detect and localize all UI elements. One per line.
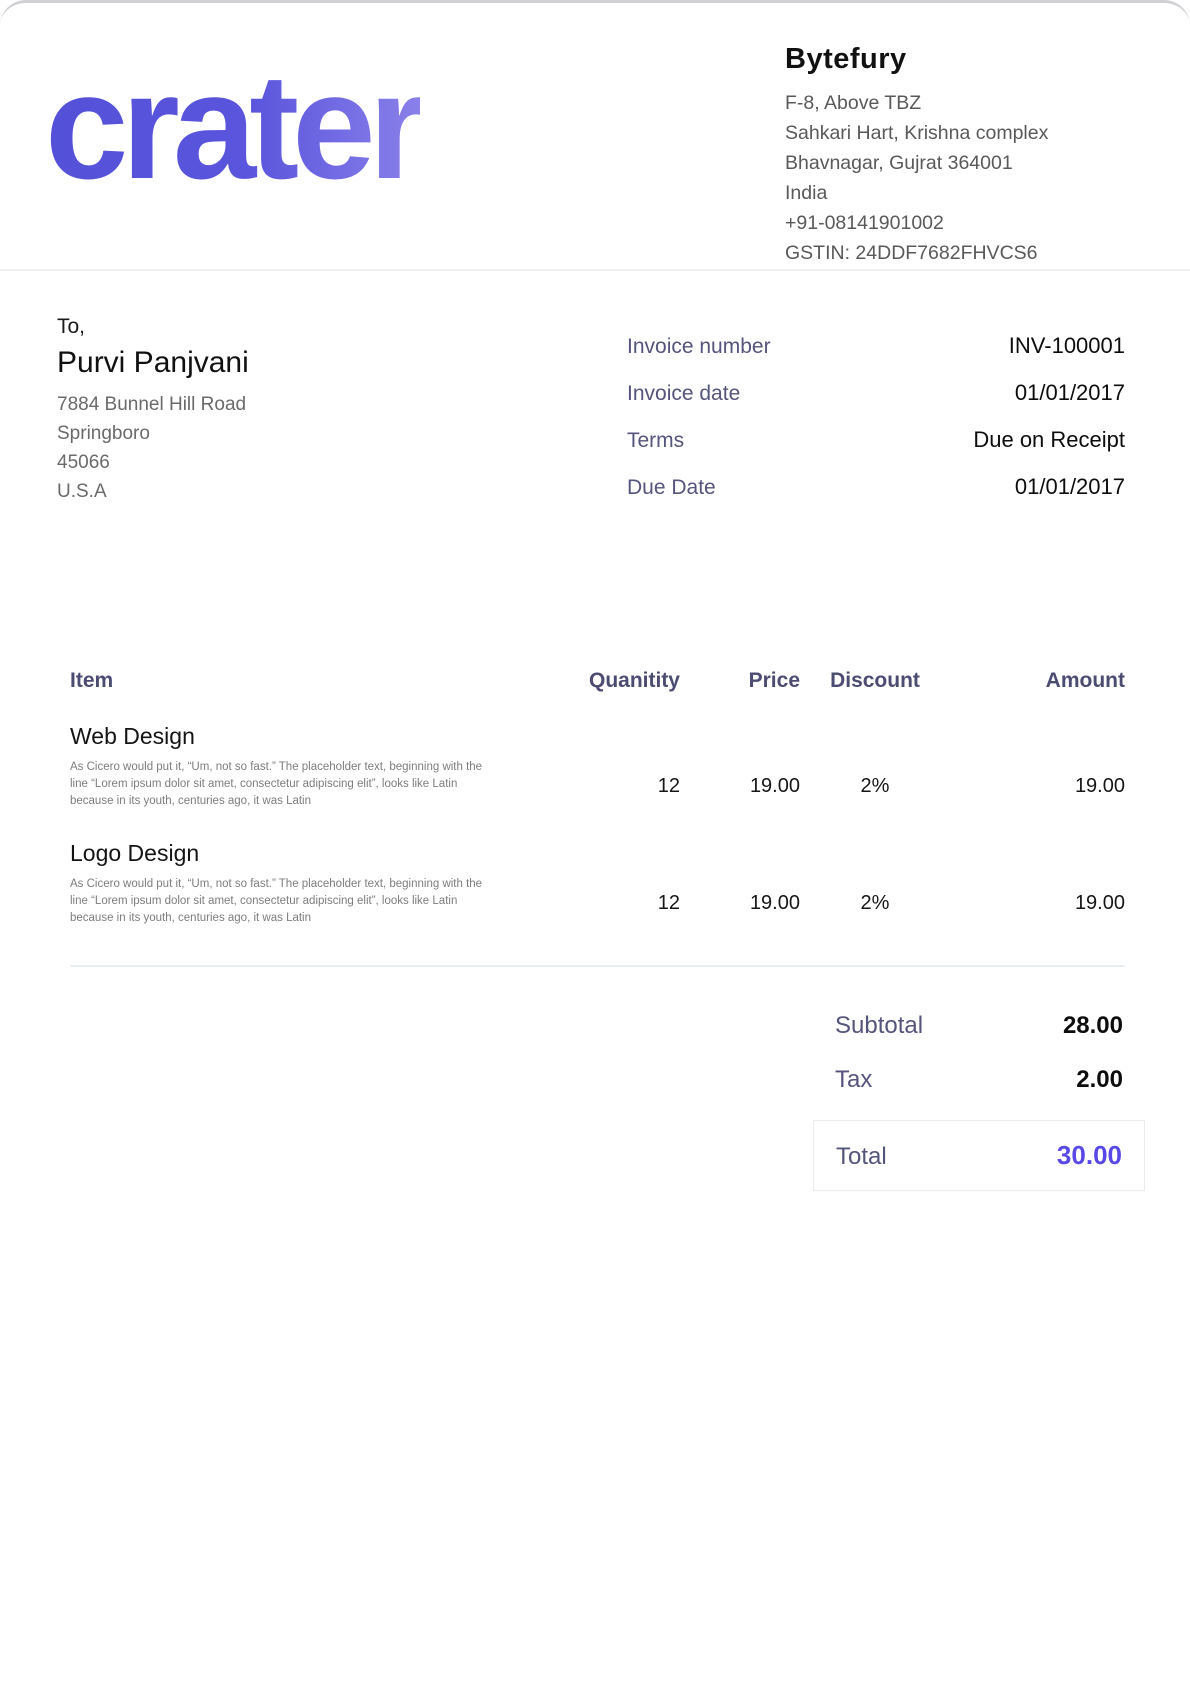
- billing-section: [0, 271, 1190, 521]
- items-table: [70, 669, 1125, 967]
- due-date-label: Due Date: [627, 476, 716, 499]
- subtotal-label: Subtotal: [835, 1012, 924, 1039]
- item-name: Logo Design: [70, 840, 200, 866]
- company-address-line: India: [785, 182, 828, 204]
- subtotal-row: [813, 1012, 1145, 1040]
- company-address-line: F-8, Above TBZ: [785, 92, 922, 114]
- item-description: As Cicero would put it, “Um, not so fast.” The placeholder text, beginning with the line “Lorem ipsum dolor sit amet, consectetur adipiscing elit”, looks like Latin because in its youth, centuries ago, it was Latin: [70, 878, 483, 924]
- company-name: Bytefury: [785, 43, 907, 75]
- meta-row-due-date: [627, 474, 1125, 500]
- table-bottom-divider: [70, 965, 1125, 967]
- terms-value: Due on Receipt: [973, 427, 1125, 452]
- item-description: As Cicero would put it, “Um, not so fast.” The placeholder text, beginning with the line “Lorem ipsum dolor sit amet, consectetur adipiscing elit”, looks like Latin because in its youth, centuries ago, it was Latin: [70, 761, 483, 807]
- invoice-header: [0, 3, 1190, 271]
- company-gstin: GSTIN: 24DDF7682FHVCS6: [785, 242, 1038, 264]
- grand-total-box: [813, 1120, 1145, 1191]
- column-header-price: Price: [748, 669, 800, 692]
- item-amount: 19.00: [1074, 892, 1125, 914]
- crater-logo: crater: [45, 42, 420, 210]
- item-amount: 19.00: [1074, 775, 1125, 797]
- item-discount: 2%: [860, 892, 890, 914]
- company-address-line: Bhavnagar, Gujrat 364001: [785, 152, 1013, 174]
- column-header-quantity: Quanitity: [588, 669, 680, 692]
- column-header-item: Item: [70, 669, 114, 692]
- item-name: Web Design: [70, 723, 195, 749]
- meta-row-invoice-date: [627, 380, 1125, 406]
- customer-address-line: Springboro: [57, 423, 150, 444]
- customer-address-line: 7884 Bunnel Hill Road: [57, 394, 247, 415]
- item-quantity: 12: [657, 775, 680, 797]
- items-grid: [70, 669, 1125, 927]
- item-row: [70, 723, 520, 810]
- tax-value: 2.00: [1076, 1066, 1123, 1093]
- invoice-meta-block: [627, 333, 1125, 521]
- company-phone: +91-08141901002: [785, 212, 944, 234]
- item-discount: 2%: [860, 775, 890, 797]
- grand-total-value: 30.00: [1056, 1140, 1122, 1170]
- column-header-amount: Amount: [1045, 669, 1125, 692]
- customer-address-line: 45066: [57, 452, 110, 473]
- column-header-discount: Discount: [830, 669, 920, 692]
- row-spacer: [70, 810, 1125, 840]
- tax-row: [813, 1066, 1145, 1094]
- terms-label: Terms: [627, 429, 685, 452]
- subtotal-value: 28.00: [1062, 1012, 1123, 1039]
- company-info: [785, 43, 1120, 268]
- customer-name: Purvi Panjvani: [57, 346, 249, 379]
- meta-row-invoice-number: [627, 333, 1125, 359]
- due-date-value: 01/01/2017: [1014, 474, 1125, 499]
- totals-block: [813, 1012, 1145, 1191]
- invoice-date-value: 01/01/2017: [1014, 380, 1125, 405]
- meta-row-terms: [627, 427, 1125, 453]
- tax-label: Tax: [835, 1066, 873, 1093]
- invoice-number-value: INV-100001: [1008, 333, 1125, 358]
- bill-to-block: [57, 315, 249, 521]
- invoice-date-label: Invoice date: [627, 382, 741, 405]
- customer-address-line: U.S.A: [57, 481, 107, 502]
- item-price: 19.00: [749, 775, 800, 797]
- item-price: 19.00: [749, 892, 800, 914]
- invoice-number-label: Invoice number: [627, 335, 771, 358]
- item-row: [70, 840, 520, 927]
- company-address-line: Sahkari Hart, Krishna complex: [785, 122, 1049, 144]
- item-quantity: 12: [657, 892, 680, 914]
- grand-total-label: Total: [836, 1143, 887, 1170]
- bill-to-prefix: To,: [57, 315, 86, 338]
